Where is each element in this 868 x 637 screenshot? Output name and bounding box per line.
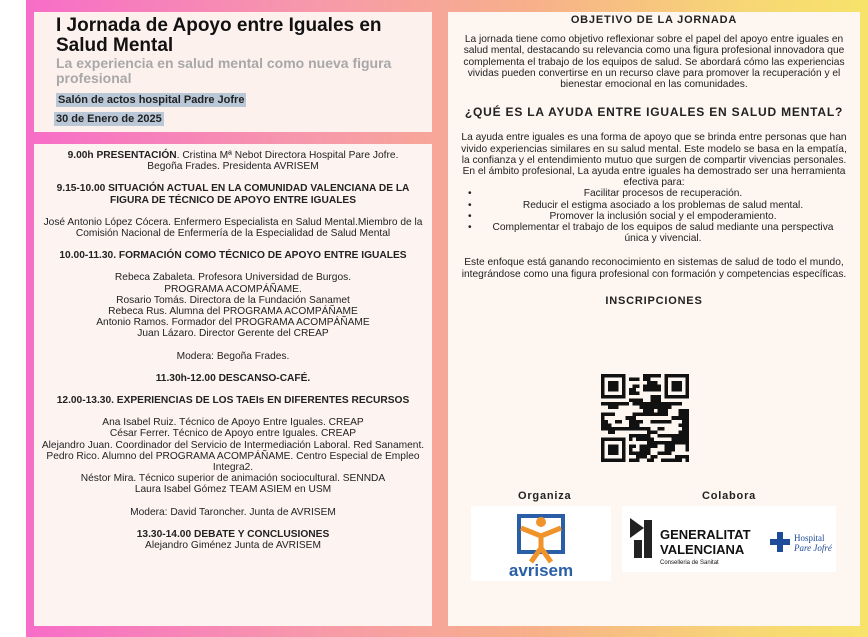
avrisem-logo-text: avrisem	[508, 561, 574, 580]
program-line: Rebeca Zabaleta. Profesora Universidad de Burgos.	[114, 272, 352, 284]
bullet-item: • Complementar el trabajo de los equipos de salud mediante una perspectiva única y vivencial.	[480, 222, 846, 244]
hospital-line1: Hospital	[794, 533, 825, 543]
program-line: Begoña Frades. Presidenta AVRISEM	[147, 161, 319, 173]
date-label: 30 de Enero de 2025	[56, 113, 162, 125]
program-line: Ana Isabel Ruiz. Técnico de Apoyo Entre Iguales. CREAP	[102, 417, 364, 429]
program-line: José Antonio López Cócera. Enfermero Especialista en Salud Mental.Miembro de la Comisión Nacional de Enfermería de la Especialidad de Salud Mental	[43, 216, 423, 240]
gv-line1: GENERALITAT	[660, 527, 751, 542]
what-is-intro: La ayuda entre iguales es una forma de apoyo que se brinda entre personas que han vivido experiencias similares en su salud mental. Este modelo se basa en la empatía, la confianza y el entendimiento mutuo que surgen de compartir vivencias personales. En el ámbito profesional, La ayuda entre iguales ha demostrado ser una herramienta efectiva para:	[461, 132, 847, 189]
program-block	[38, 272, 428, 339]
registration-heading: INSCRIPCIONES	[605, 294, 703, 307]
program-line: 9.00h PRESENTACIÓN. Cristina Mª Nebot Directora Hospital Pare Jofre.	[67, 150, 399, 161]
page-title: I Jornada de Apoyo entre Iguales en Salud Mental	[56, 15, 382, 56]
program-line: 9.15-10.00 SITUACIÓN ACTUAL EN LA COMUNIDAD VALENCIANA DE LA FIGURA DE TÉCNICO DE APOYO ENTRE IGUALES	[56, 183, 410, 206]
program-block	[38, 250, 428, 261]
what-is-heading: ¿QUÉ ES LA AYUDA ENTRE IGUALES EN SALUD MENTAL?	[464, 105, 844, 120]
bullet-item: • Promover la inclusión social y el empoderamiento.	[480, 211, 846, 222]
program-line: Modera: David Taroncher. Junta de AVRISEM	[130, 506, 336, 518]
program-line: Pedro Rico. Alumno del PROGRAMA ACOMPÁÑAME. Centro Especial de Empleo Integra2.	[46, 450, 420, 474]
what-is-closing: Este enfoque está ganando reconocimiento en sistemas de salud de todo el mundo, integrándose como una figura profesional con formación y competencias específicas.	[461, 257, 847, 280]
program-block	[38, 417, 428, 495]
program-block	[38, 351, 428, 362]
program-line: 11.30h-12.00 DESCANSO-CAFÉ.	[155, 372, 311, 384]
bullet-item: • Facilitar procesos de recuperación.	[480, 188, 846, 199]
program-line: Alejandro Juan. Coordinador del Servicio de Intermediación Laboral. Red Sanament.	[41, 439, 425, 451]
program-block	[38, 217, 428, 239]
program-line: Alejandro Giménez Junta de AVRISEM	[145, 540, 321, 552]
info-panel	[448, 12, 860, 626]
what-is-bullets	[462, 188, 846, 244]
program-line: PROGRAMA ACOMPÁÑAME.	[164, 283, 302, 295]
program-line: Laura Isabel Gómez TEAM ASIEM en USM	[134, 484, 332, 496]
avrisem-logo	[471, 506, 611, 581]
qr-code[interactable]	[601, 374, 689, 462]
title-panel	[34, 12, 432, 132]
program-panel	[34, 144, 432, 626]
venue-label: Salón de actos hospital Padre Jofre	[58, 94, 245, 106]
program-line: Antonio Ramos. Formador del PROGRAMA ACOMPÁÑAME	[96, 317, 370, 329]
hospital-cross-icon	[770, 532, 790, 552]
hospital-line2: Pare Jofré	[794, 543, 832, 553]
gv-line2: VALENCIANA	[660, 542, 745, 557]
objective-heading: OBJETIVO DE LA JORNADA	[570, 14, 738, 26]
program-line: 10.00-11.30. FORMACIÓN COMO TÉCNICO DE APOYO ENTRE IGUALES	[59, 250, 407, 262]
page-subtitle: La experiencia en salud mental como nueva figura profesional	[56, 55, 392, 86]
program-line: Rosario Tomás. Directora de la Fundación Sanamet	[116, 294, 350, 306]
program-line: 12.00-13.30. EXPERIENCIAS DE LOS TAEIs EN DIFERENTES RECURSOS	[56, 395, 410, 407]
program-block	[38, 395, 428, 406]
program-block	[38, 183, 428, 205]
bullet-item: • Reducir el estigma asociado a los problemas de salud mental.	[480, 200, 846, 211]
organiza-label: Organiza	[518, 490, 572, 502]
program-block	[38, 529, 428, 551]
program-line: César Ferrer. Técnico de Apoyo entre Iguales. CREAP	[109, 428, 357, 440]
gv-line3: Conselleria de Sanitat	[660, 560, 719, 566]
program-block	[38, 150, 428, 172]
program-line: 13.30-14.00 DEBATE Y CONCLUSIONES	[136, 528, 330, 540]
program-line: Néstor Mira. Técnico superior de animación sociocultural. SENNDA	[80, 473, 386, 485]
program-line: Modera: Begoña Frades.	[176, 350, 290, 362]
program-line: Juan Lázaro. Director Gerente del CREAP	[137, 328, 329, 340]
program-line: Rebeca Rus. Alumna del PROGRAMA ACOMPÁÑAME	[108, 306, 358, 318]
objective-text: La jornada tiene como objetivo reflexionar sobre el papel del apoyo entre iguales en salud mental, destacando su relevancia como una figura profesional innovadora que complementa el trabajo de los equipos de salud. Se abordará cómo las experiencias vividas pueden convertirse en un recurso clave para promover la recuperación y el bienestar emocional en las comunidades.	[463, 34, 845, 91]
program-block	[38, 507, 428, 518]
colabora-label: Colabora	[702, 490, 757, 502]
program-block	[38, 373, 428, 384]
program-list	[38, 150, 428, 551]
generalitat-emblem	[630, 518, 652, 558]
colabora-logos	[622, 506, 836, 572]
